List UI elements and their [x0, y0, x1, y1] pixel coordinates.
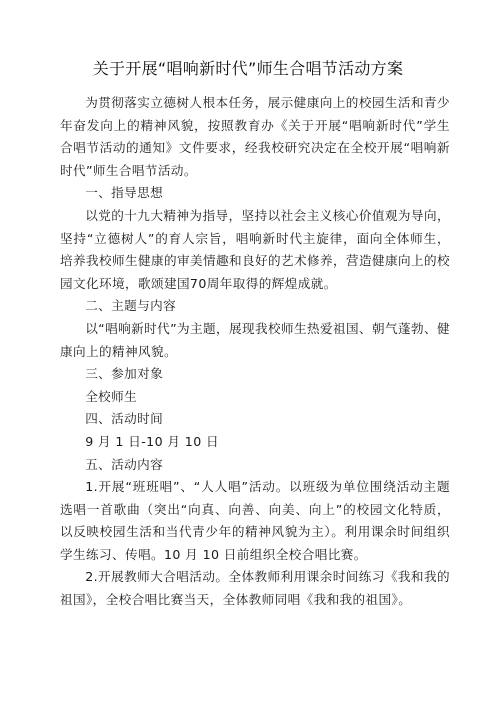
section-heading-theme: 二、主题与内容 [85, 298, 177, 314]
participants-paragraph: 全校师生 [85, 388, 138, 404]
theme-paragraph: 以“唱响新时代”为主题，展现我校师生热爱祖国、朝气蓬勃、健康向上的精神风貌。 [60, 320, 450, 359]
activity-item-class-singing: 1.开展“班班唱”、“人人唱”活动。以班级为单位围绕活动主题选唱一首歌曲（突出“向真、向善、向美、向上”的校园文化特质，以反映校园生活和当代青少年的精神风貌为主）。利用课余时间组织学生练习、传唱。10 月 10 日前组织全校合唱比赛。 [60, 479, 450, 562]
schedule-paragraph: 9 月 1 日-10 月 10 日 [85, 433, 220, 449]
section-heading-participants: 三、参加对象 [85, 366, 164, 382]
intro-paragraph: 为贯彻落实立德树人根本任务，展示健康向上的校园生活和青少年奋发向上的精神风貌，按照教育办《关于开展“唱响新时代”学生合唱节活动的通知》文件要求，经我校研究决定在全校开展“唱响新时代”师生合唱节活动。 [60, 95, 450, 178]
activity-item-teacher-chorus: 2.开展教师大合唱活动。全体教师利用课余时间练习《我和我的祖国》，全校合唱比赛当天，全体教师同唱《我和我的祖国》。 [60, 569, 450, 608]
section-heading-guiding-ideology: 一、指导思想 [85, 185, 164, 201]
document-body [60, 92, 450, 612]
section-heading-schedule: 四、活动时间 [85, 411, 164, 427]
guiding-ideology-paragraph: 以党的十九大精神为指导，坚持以社会主义核心价值观为导向，坚持“立德树人”的育人宗旨，唱响新时代主旋律，面向全体师生，培养我校师生健康的审美情趣和良好的艺术修养，营造健康向上的校园文化环境，歌颂建国70周年取得的辉煌成就。 [60, 207, 450, 291]
document-title: 关于开展“唱响新时代”师生合唱节活动方案 [92, 59, 404, 78]
section-heading-activities: 五、活动内容 [85, 456, 164, 472]
